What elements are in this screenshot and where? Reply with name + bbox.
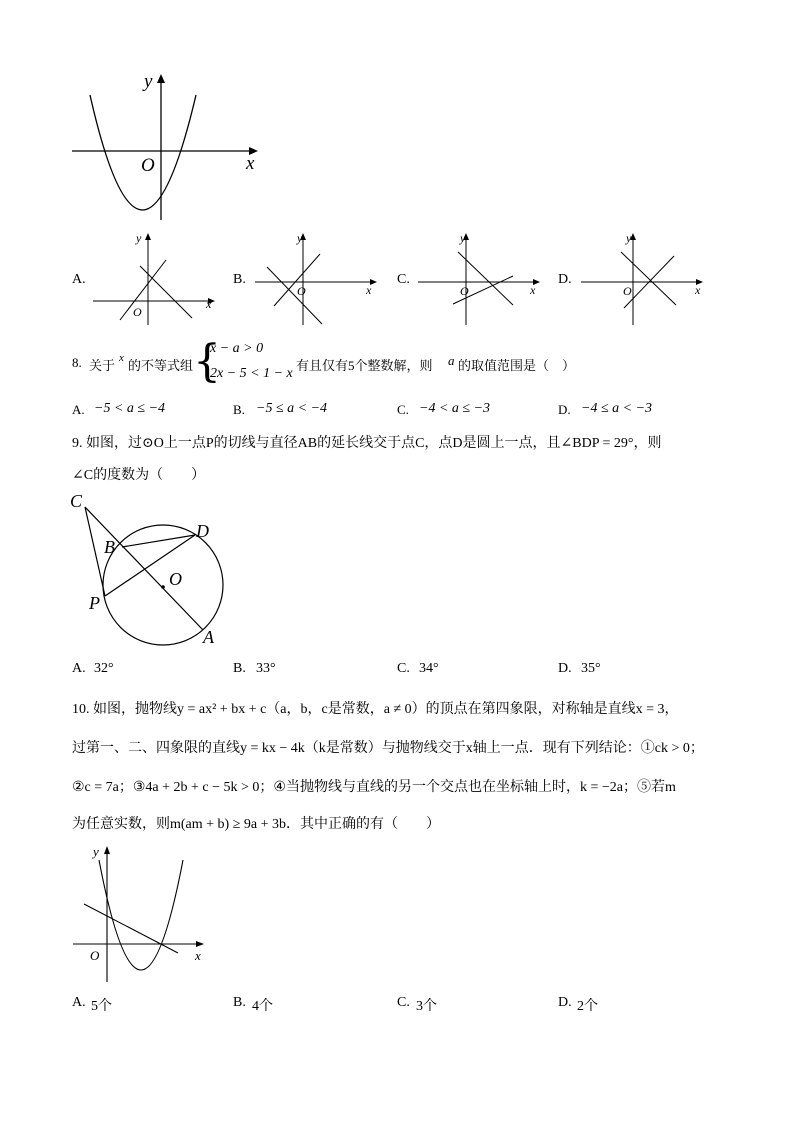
svg-text:x: x (366, 283, 372, 297)
y-arrow-icon (145, 233, 151, 240)
q9-option-a-letter[interactable]: A. (72, 661, 86, 676)
svg-text:x: x (195, 948, 201, 963)
q10-option-c-text: 3个 (416, 999, 437, 1014)
svg-text:O: O (133, 305, 142, 319)
q7-option-a-letter[interactable]: A. (72, 272, 86, 287)
q10-option-c-letter[interactable]: C. (397, 995, 410, 1010)
y-axis-arrow-icon (104, 846, 110, 854)
center-dot (161, 585, 165, 589)
q8-ineq1: x − a > 0 (210, 341, 264, 356)
svg-text:O: O (90, 948, 100, 963)
q8-option-b-letter[interactable]: B. (233, 402, 245, 417)
svg-text:O: O (460, 284, 469, 298)
svg-text:D: D (196, 521, 209, 541)
x-axis-arrow-icon (196, 941, 204, 947)
origin-label: O (141, 155, 155, 176)
svg-text:y: y (93, 844, 99, 859)
line-cp (85, 507, 105, 596)
q8-var-x: x (119, 352, 124, 364)
q9-line2: ∠C的度数为（ ） (72, 468, 206, 483)
svg-text:P: P (89, 593, 100, 613)
line-ca (85, 507, 203, 630)
q8-prefix: 关于 (89, 358, 116, 373)
svg-text:O: O (169, 569, 182, 589)
q8-option-d-letter[interactable]: D. (558, 402, 571, 417)
q8-number: 8. (72, 355, 82, 370)
line-bd (122, 535, 195, 547)
q10-option-a-text: 5个 (91, 999, 112, 1014)
q10-graph (68, 840, 218, 990)
q8-ineq2: 2x − 5 < 1 − x (210, 366, 293, 381)
q9-option-a-text: 32° (94, 661, 114, 676)
q9-option-c-letter[interactable]: C. (397, 661, 410, 676)
q7-option-c-graph (413, 230, 543, 325)
q7-option-d-graph (576, 230, 711, 325)
q7-main-graph (60, 70, 280, 230)
svg-text:B: B (104, 537, 115, 557)
q10-line2: 过第一、二、四象限的直线y = kx − 4k（k是常数）与抛物线交于x轴上一点．现有下列结论：①ck > 0； (72, 741, 704, 756)
q10-option-d-letter[interactable]: D. (558, 995, 572, 1010)
q8-mid: 的不等式组 (128, 358, 194, 373)
q7-option-b-letter[interactable]: B. (233, 272, 246, 287)
q10-option-b-text: 4个 (252, 999, 273, 1014)
y-axis-arrow-icon (157, 74, 165, 83)
svg-text:y: y (626, 231, 632, 245)
q9-option-d-letter[interactable]: D. (558, 661, 572, 676)
x-label: x (246, 153, 255, 174)
q9-line1: 9. 如图，过⊙O上一点P的切线与直径AB的延长线交于点C，点D是圆上一点，且∠BDP = 29°，则 (72, 436, 662, 451)
svg-text:y: y (460, 231, 466, 245)
parabola-curve (99, 860, 183, 970)
svg-text:x: x (206, 297, 212, 311)
q8-option-a-text: −5 < a ≤ −4 (94, 401, 166, 416)
q7-option-a-graph (88, 230, 218, 325)
y-label: y (144, 71, 153, 92)
q10-option-b-letter[interactable]: B. (233, 995, 246, 1010)
q8-option-c-text: −4 < a ≤ −3 (419, 401, 491, 416)
q8-brace-icon: { (193, 336, 221, 387)
line-y-kx-4k (84, 904, 178, 953)
svg-text:O: O (623, 284, 632, 298)
q8-option-a-letter[interactable]: A. (72, 402, 85, 417)
q8-suffix2: 的取值范围是（ ） (458, 358, 576, 373)
q9-circle-diagram (60, 485, 240, 650)
q9-option-b-text: 33° (256, 661, 276, 676)
svg-text:y: y (136, 231, 142, 245)
q10-option-d-text: 2个 (577, 999, 598, 1014)
q10-line3: ②c = 7a；③4a + 2b + c − 5k > 0；④当抛物线与直线的另一个交点也在坐标轴上时，k = −2a；⑤若m (72, 780, 676, 795)
q8-suffix1: 有且仅有5个整数解，则 (296, 358, 433, 373)
q10-line4: 为任意实数，则m(am + b) ≥ 9a + 3b．其中正确的有（ ） (72, 817, 441, 832)
q9-option-d-text: 35° (581, 661, 601, 676)
q10-line1: 10. 如图，抛物线y = ax² + bx + c（a，b，c是常数，a ≠ 0）的顶点在第四象限，对称轴是直线x = 3， (72, 702, 679, 717)
q9-option-b-letter[interactable]: B. (233, 661, 246, 676)
q7-option-b-graph (250, 230, 380, 325)
svg-text:C: C (70, 491, 83, 511)
line-1 (267, 267, 322, 324)
q9-option-c-text: 34° (419, 661, 439, 676)
parabola-curve (90, 95, 196, 210)
svg-text:x: x (695, 283, 701, 297)
q8-option-d-text: −4 ≤ a < −3 (581, 401, 653, 416)
q8-option-b-text: −5 ≤ a < −4 (256, 401, 328, 416)
q8-option-c-letter[interactable]: C. (397, 402, 409, 417)
svg-text:x: x (530, 283, 536, 297)
q7-option-c-letter[interactable]: C. (397, 272, 410, 287)
svg-text:y: y (297, 231, 303, 245)
svg-text:O: O (297, 284, 306, 298)
q8-var-a: a (448, 353, 455, 368)
svg-text:A: A (203, 627, 214, 647)
q7-option-d-letter[interactable]: D. (558, 272, 572, 287)
q10-option-a-letter[interactable]: A. (72, 995, 86, 1010)
